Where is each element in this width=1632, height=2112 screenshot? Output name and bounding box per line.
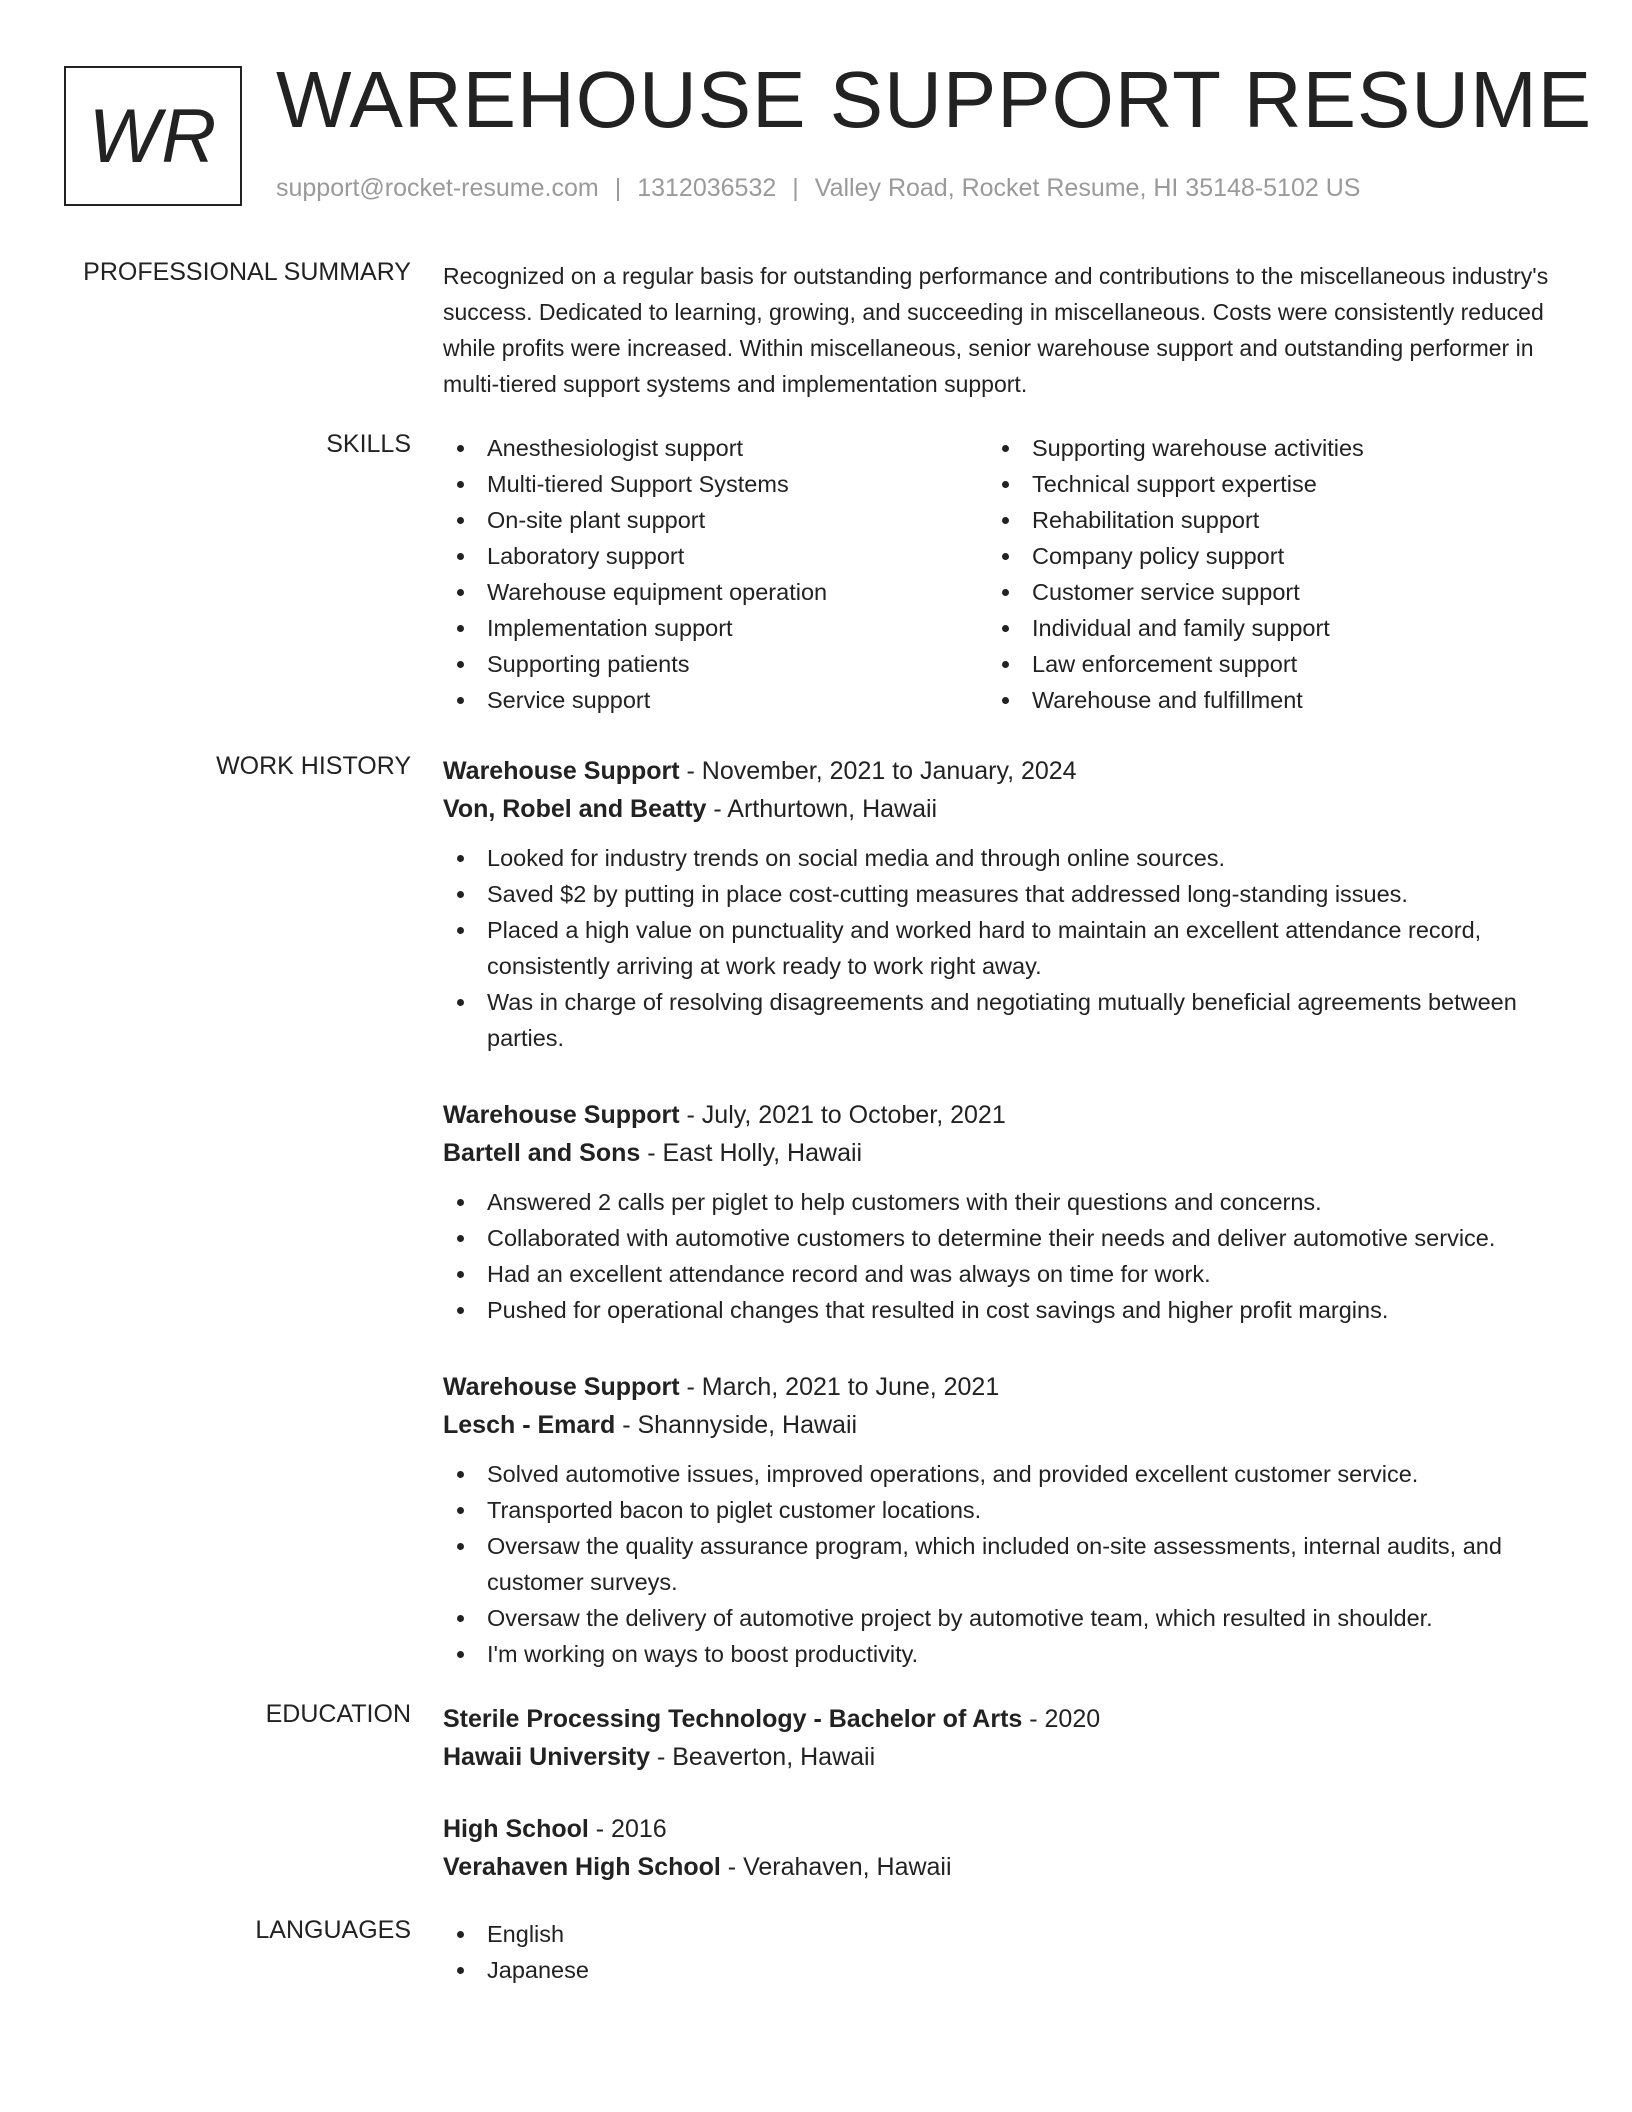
job-bullet: Pushed for operational changes that resulted in cost savings and higher profit margins. [443, 1292, 1558, 1328]
contact-email: support@rocket-resume.com [276, 174, 599, 202]
section-label: LANGUAGES [255, 1916, 411, 1944]
section-label: EDUCATION [265, 1700, 411, 1728]
education-entry [443, 1810, 1558, 1886]
language-item: Japanese [443, 1952, 1558, 1988]
skill-item: Anesthesiologist support [443, 430, 988, 466]
edu-year: - 2016 [588, 1815, 667, 1843]
skill-item: Rehabilitation support [988, 502, 1533, 538]
job-bullet: Was in charge of resolving disagreements and negotiating mutually beneficial agreements between parties. [443, 984, 1558, 1056]
skill-item: On-site plant support [443, 502, 988, 538]
job-bullet: Placed a high value on punctuality and worked hard to maintain an excellent attendance record, consistently arriving at work ready to work right away. [443, 912, 1558, 984]
job-entry [443, 1096, 1558, 1328]
section-label: PROFESSIONAL SUMMARY [83, 258, 411, 286]
job-entry [443, 1368, 1558, 1672]
contact-separator: | [614, 174, 622, 202]
job-bullet: Saved $2 by putting in place cost-cutting measures that addressed long-standing issues. [443, 876, 1558, 912]
job-bullets [443, 1184, 1558, 1328]
job-bullet: I'm working on ways to boost productivity. [443, 1636, 1558, 1672]
skill-item: Company policy support [988, 538, 1533, 574]
skill-item: Laboratory support [443, 538, 988, 574]
contact-phone: 1312036532 [637, 174, 777, 202]
skill-item: Multi-tiered Support Systems [443, 466, 988, 502]
job-entry [443, 752, 1558, 1056]
job-bullet: Answered 2 calls per piglet to help customers with their questions and concerns. [443, 1184, 1558, 1220]
job-bullets [443, 1456, 1558, 1672]
job-dates: - July, 2021 to October, 2021 [679, 1101, 1006, 1129]
education-entry [443, 1700, 1558, 1776]
job-bullet: Oversaw the delivery of automotive project by automotive team, which resulted in shoulder. [443, 1600, 1558, 1636]
language-item: English [443, 1916, 1558, 1952]
skill-item: Individual and family support [988, 610, 1533, 646]
edu-degree: High School [443, 1815, 589, 1843]
edu-school: Verahaven High School [443, 1853, 721, 1881]
job-company: Von, Robel and Beatty [443, 795, 707, 823]
contact-address: Valley Road, Rocket Resume, HI 35148-5102 US [814, 174, 1361, 202]
job-title: Warehouse Support [443, 1101, 680, 1129]
edu-location: - Beaverton, Hawaii [650, 1743, 876, 1771]
skill-item: Supporting warehouse activities [988, 430, 1533, 466]
skill-item: Law enforcement support [988, 646, 1533, 682]
job-bullet: Transported bacon to piglet customer locations. [443, 1492, 1558, 1528]
job-bullet: Oversaw the quality assurance program, which included on-site assessments, internal audits, and customer surveys. [443, 1528, 1558, 1600]
job-bullet: Looked for industry trends on social media and through online sources. [443, 840, 1558, 876]
edu-school: Hawaii University [443, 1743, 651, 1771]
skill-item: Service support [443, 682, 988, 718]
job-dates: - November, 2021 to January, 2024 [679, 757, 1077, 785]
skill-item: Customer service support [988, 574, 1533, 610]
job-location: - East Holly, Hawaii [640, 1139, 863, 1167]
skills-list-right [988, 430, 1533, 718]
job-company: Lesch - Emard [443, 1411, 616, 1439]
job-bullet: Had an excellent attendance record and was always on time for work. [443, 1256, 1558, 1292]
skill-item: Technical support expertise [988, 466, 1533, 502]
section-label: SKILLS [326, 430, 411, 458]
edu-degree: Sterile Processing Technology - Bachelor of Arts [443, 1705, 1023, 1733]
summary-text: Recognized on a regular basis for outstanding performance and contributions to the miscellaneous industry's success. Dedicated to learning, growing, and succeeding in miscellaneous. Costs were consistently reduced while profits were increased. Within miscellaneous, senior warehouse support and outstanding performer in multi-tiered support systems and implementation support. [443, 263, 1549, 397]
contact-separator: | [792, 174, 799, 202]
edu-location: - Verahaven, Hawaii [720, 1853, 952, 1881]
job-location: - Arthurtown, Hawaii [706, 795, 938, 823]
job-location: - Shannyside, Hawaii [615, 1411, 858, 1439]
job-bullet: Collaborated with automotive customers to determine their needs and deliver automotive service. [443, 1220, 1558, 1256]
contact-line [276, 174, 1360, 203]
skill-item: Implementation support [443, 610, 988, 646]
skill-item: Warehouse equipment operation [443, 574, 988, 610]
job-bullets [443, 840, 1558, 1056]
monogram: WR [64, 66, 242, 206]
job-title: Warehouse Support [443, 1373, 680, 1401]
job-dates: - March, 2021 to June, 2021 [679, 1373, 1000, 1401]
edu-year: - 2020 [1022, 1705, 1101, 1733]
job-bullet: Solved automotive issues, improved operations, and provided excellent customer service. [443, 1456, 1558, 1492]
job-title: Warehouse Support [443, 757, 680, 785]
skill-item: Supporting patients [443, 646, 988, 682]
resume-title: WAREHOUSE SUPPORT RESUME [276, 55, 1593, 144]
skill-item: Warehouse and fulfillment [988, 682, 1533, 718]
job-company: Bartell and Sons [443, 1139, 641, 1167]
languages-list [443, 1916, 1558, 1988]
section-label: WORK HISTORY [216, 752, 411, 780]
skills-list-left [443, 430, 988, 718]
